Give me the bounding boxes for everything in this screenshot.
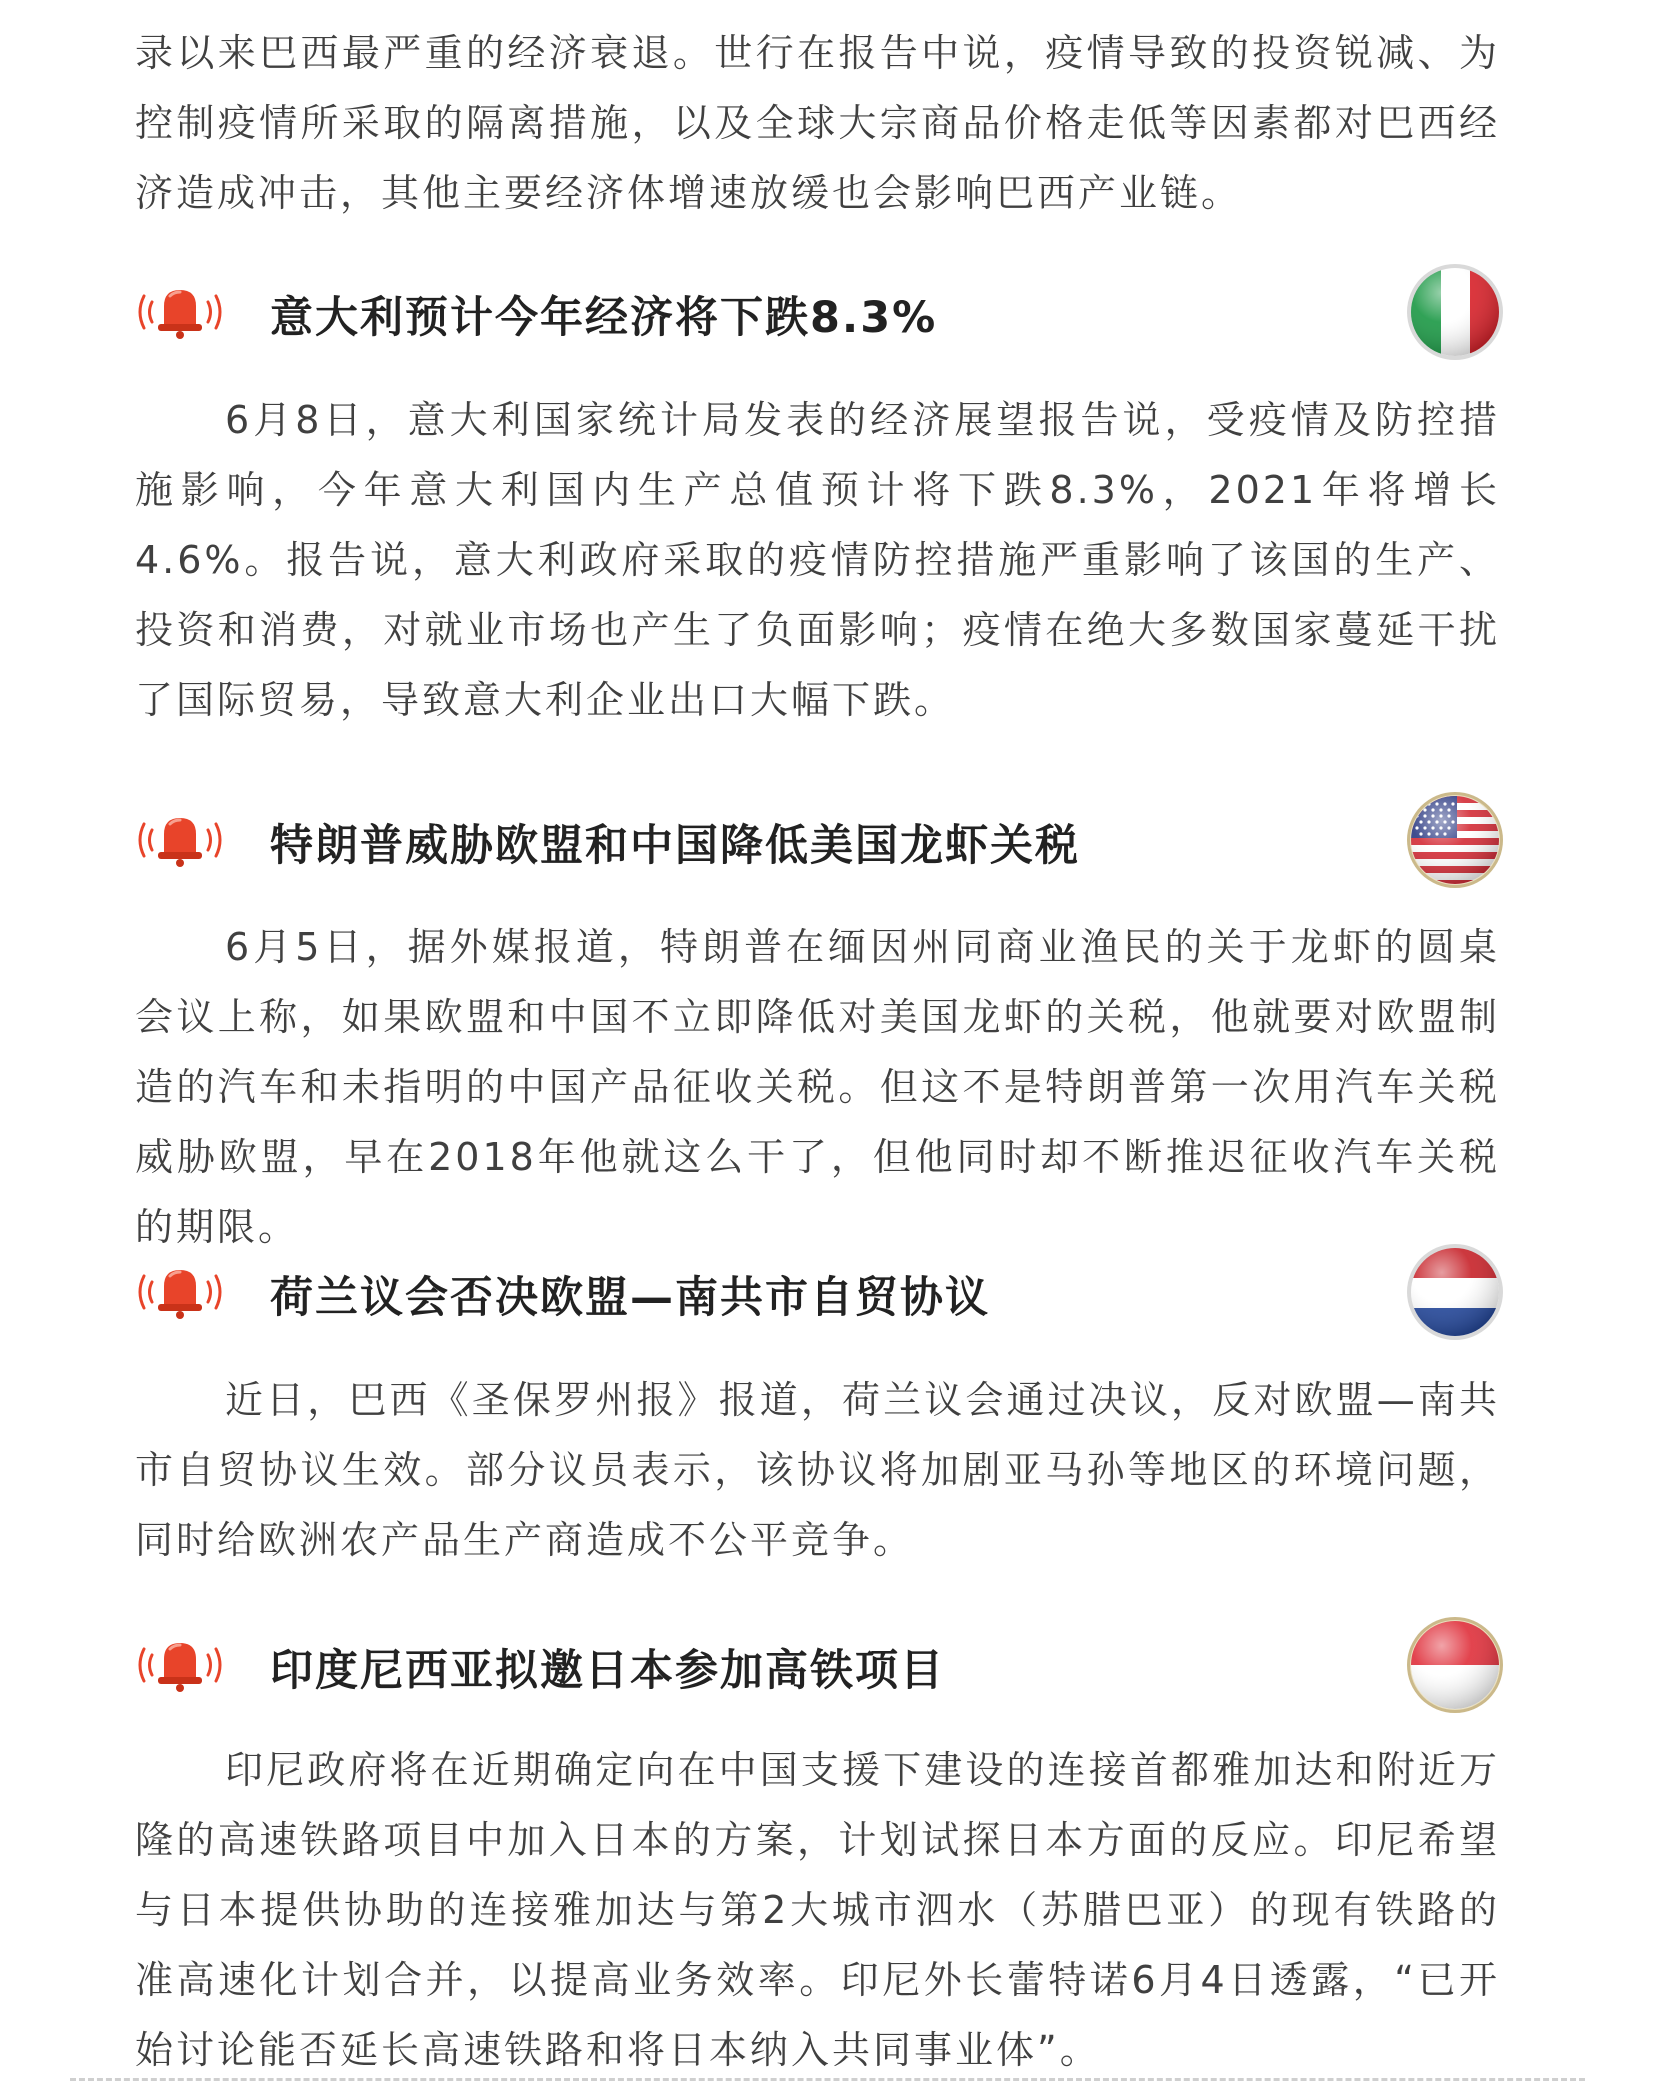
section-heading-netherlands [130,1242,1505,1342]
intro-paragraph: 录以来巴西最严重的经济衰退。世行在报告中说，疫情导致的投资锐减、为控制疫情所采取的隔离措施，以及全球大宗商品价格走低等因素都对巴西经济造成冲击，其他主要经济体增速放缓也会影响巴西产业链。 [135,31,1500,215]
section-body: 6月8日，意大利国家统计局发表的经济展望报告说，受疫情及防控措施影响，今年意大利国内生产总值预计将下跌8.3%，2021年将增长4.6%。报告说，意大利政府采取的疫情防控措施严重影响了该国的生产、投资和消费，对就业市场也产生了负面影响；疫情在绝大多数国家蔓延干扰了国际贸易，导致意大利企业出口大幅下跌。 [135,398,1500,722]
section-heading-indonesia [130,1615,1505,1715]
section-heading-italy [130,262,1505,362]
netherlands-flag-icon [1405,1242,1505,1342]
section-title: 特朗普威胁欧盟和中国降低美国龙虾关税 [270,821,1080,871]
alarm-bell-icon [130,282,230,342]
section-body: 6月5日，据外媒报道，特朗普在缅因州同商业渔民的关于龙虾的圆桌会议上称，如果欧盟和中国不立即降低对美国龙虾的关税，他就要对欧盟制造的汽车和未指明的中国产品征收关税。但这不是特朗普第一次用汽车关税威胁欧盟，早在2018年他就这么干了，但他同时却不断推迟征收汽车关税的期限。 [135,925,1500,1249]
section-body: 近日，巴西《圣保罗州报》报道，荷兰议会通过决议，反对欧盟—南共市自贸协议生效。部分议员表示，该协议将加剧亚马孙等地区的环境问题，同时给欧洲农产品生产商造成不公平竞争。 [135,1378,1500,1562]
alarm-bell-icon [130,1262,230,1322]
italy-flag-icon [1405,262,1505,362]
section-title: 荷兰议会否决欧盟—南共市自贸协议 [270,1273,990,1323]
alarm-bell-icon [130,810,230,870]
alarm-bell-icon [130,1635,230,1695]
section-title: 印度尼西亚拟邀日本参加高铁项目 [270,1646,945,1696]
section-heading-usa [130,790,1505,890]
section-body: 印尼政府将在近期确定向在中国支援下建设的连接首都雅加达和附近万隆的高速铁路项目中加入日本的方案，计划试探日本方面的反应。印尼希望与日本提供协助的连接雅加达与第2大城市泗水（苏腊巴亚）的现有铁路的准高速化计划合并，以提高业务效率。印尼外长蕾特诺6月4日透露，“已开始讨论能否延长高速铁路和将日本纳入共同事业体”。 [135,1748,1500,2072]
usa-flag-icon [1405,790,1505,890]
indonesia-flag-icon [1405,1615,1505,1715]
section-title: 意大利预计今年经济将下跌8.3% [270,293,938,343]
bottom-divider [70,2078,1585,2081]
